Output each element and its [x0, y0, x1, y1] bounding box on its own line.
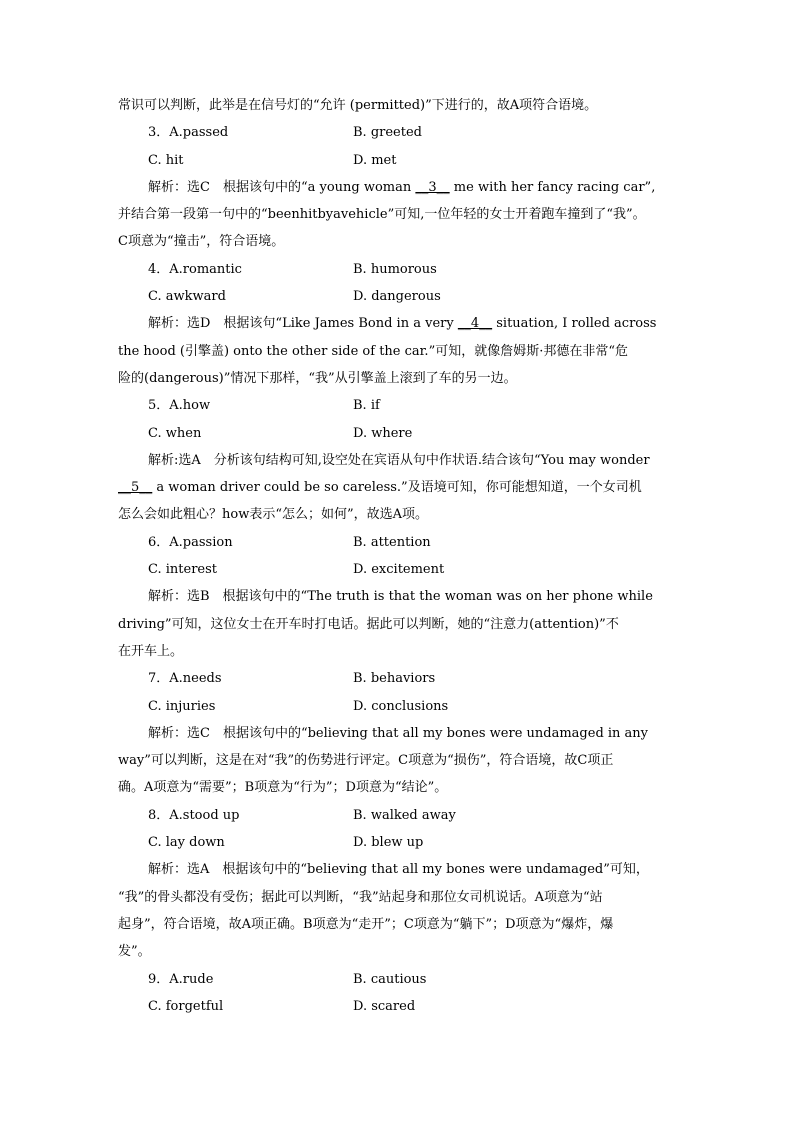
q4-analysis-line1: 解析：选D 根据该句“Like James Bond in a very __4__ situation, I rolled across [148, 316, 657, 332]
q7-option-a: 7．A.needs [148, 671, 222, 687]
question-3-options-row2 [118, 147, 708, 174]
q8-analysis-line3: 起身”，符合语境，故A项正确。B项意为“走开”；C项意为“躺下”；D项意为“爆炸，爆 [118, 916, 614, 932]
q8-analysis-line2: “我”的骨头都没有受伤；据此可以判断，“我”站起身和那位女司机说话。A项意为“站 [118, 889, 603, 905]
q7-option-d: D. conclusions [353, 698, 449, 714]
q8-option-b: B. walked away [353, 807, 456, 823]
q7-analysis-line1: 解析：选C 根据该句中的“believing that all my bones were undamaged in any [148, 725, 649, 741]
q9-option-c: C. forgetful [148, 998, 224, 1014]
question-6-options-row2 [118, 556, 708, 583]
q5-option-c: C. when [148, 425, 202, 441]
q4-analysis-line2: the hood (引擎盖) onto the other side of the car.”可知，就像詹姆斯·邦德在非常“危 [118, 343, 628, 359]
q5-analysis-line3: 怎么会如此粗心？how表示“怎么；如何”，故选A项。 [118, 507, 429, 523]
q5-option-b: B. if [353, 398, 380, 414]
q7-analysis-line3: 确。A项意为“需要”；B项意为“行为”；D项意为“结论”。 [118, 780, 448, 796]
q5-option-d: D. where [353, 425, 413, 441]
q5-analysis-line1: 解析:选A 分析该句结构可知,设空处在宾语从句中作状语.结合该句“You may wonder [148, 452, 650, 468]
q6-option-b: B. attention [353, 534, 431, 550]
question-6-options-row1 [118, 529, 708, 556]
q8-option-d: D. blew up [353, 835, 424, 851]
q7-option-b: B. behaviors [353, 671, 436, 687]
question-5-options-row1 [118, 392, 708, 419]
q6-analysis-line1: 解析：选B 根据该句中的“The truth is that the woman was on her phone while [148, 589, 653, 605]
q4-blank: __4__ [457, 316, 493, 332]
q4-analysis-line3: 险的(dangerous)”情况下那样，“我”从引擎盖上滚到了车的另一边。 [118, 370, 517, 386]
q6-analysis-line3: 在开车上。 [118, 643, 184, 659]
document-content [118, 92, 708, 1020]
q7-option-c: C. injuries [148, 698, 216, 714]
question-5-options-row2 [118, 420, 708, 447]
q5-blank: __5__ [118, 480, 153, 496]
question-4-options-row1 [118, 256, 708, 283]
q4-option-c: C. awkward [148, 289, 226, 305]
para-continued: 常识可以判断，此举是在信号灯的“允许 (permitted)”下进行的，故A项符合语境。 [118, 98, 598, 113]
q3-option-c: C. hit [148, 152, 184, 168]
question-8-options-row1 [118, 802, 708, 829]
q6-analysis-line2: driving”可知，这位女士在开车时打电话。据此可以判断，她的“注意力(attention)”不 [118, 616, 619, 632]
q5-option-a: 5．A.how [148, 398, 211, 414]
question-3-options-row1 [118, 119, 708, 146]
q3-analysis-line2: 并结合第一段第一句中的“beenhitbyavehicle”可知,一位年轻的女士开着跑车撞到了“我”。 [118, 207, 646, 223]
q7-analysis-line2: way”可以判断，这是在对“我”的伤势进行评定。C项意为“损伤”，符合语境，故C项正 [118, 753, 614, 769]
question-4-options-row2 [118, 283, 708, 310]
q8-analysis-line1: 解析：选A 根据该句中的“believing that all my bones were undamaged”可知， [148, 862, 649, 878]
question-7-options-row2 [118, 693, 708, 720]
q3-blank: __3__ [415, 179, 450, 195]
question-9-options-row2 [118, 993, 708, 1020]
question-7-options-row1 [118, 665, 708, 692]
q4-option-b: B. humorous [353, 261, 437, 277]
q8-option-c: C. lay down [148, 835, 225, 851]
q8-analysis-line4: 发”。 [118, 944, 151, 960]
q9-option-d: D. scared [353, 998, 416, 1014]
q3-option-b: B. greeted [353, 125, 422, 141]
q6-option-a: 6．A.passion [148, 534, 233, 550]
q9-option-b: B. cautious [353, 971, 427, 987]
q6-option-c: C. interest [148, 562, 217, 578]
question-9-options-row1 [118, 966, 708, 993]
q9-option-a: 9．A.rude [148, 971, 214, 987]
q4-option-d: D. dangerous [353, 289, 441, 305]
q3-analysis-line1: 解析：选C 根据该句中的“a young woman __3__ me with her fancy racing car”, [148, 179, 656, 195]
q3-option-a: 3．A.passed [148, 125, 229, 141]
q3-option-d: D. met [353, 152, 397, 168]
q8-option-a: 8．A.stood up [148, 807, 240, 823]
question-8-options-row2 [118, 829, 708, 856]
q5-analysis-line2: __5__ a woman driver could be so careless.”及语境可知，你可能想知道，一个女司机 [118, 480, 642, 496]
q4-option-a: 4．A.romantic [148, 261, 242, 277]
q6-option-d: D. excitement [353, 562, 445, 578]
q3-analysis-line3: C项意为“撞击”，符合语境。 [118, 234, 285, 250]
